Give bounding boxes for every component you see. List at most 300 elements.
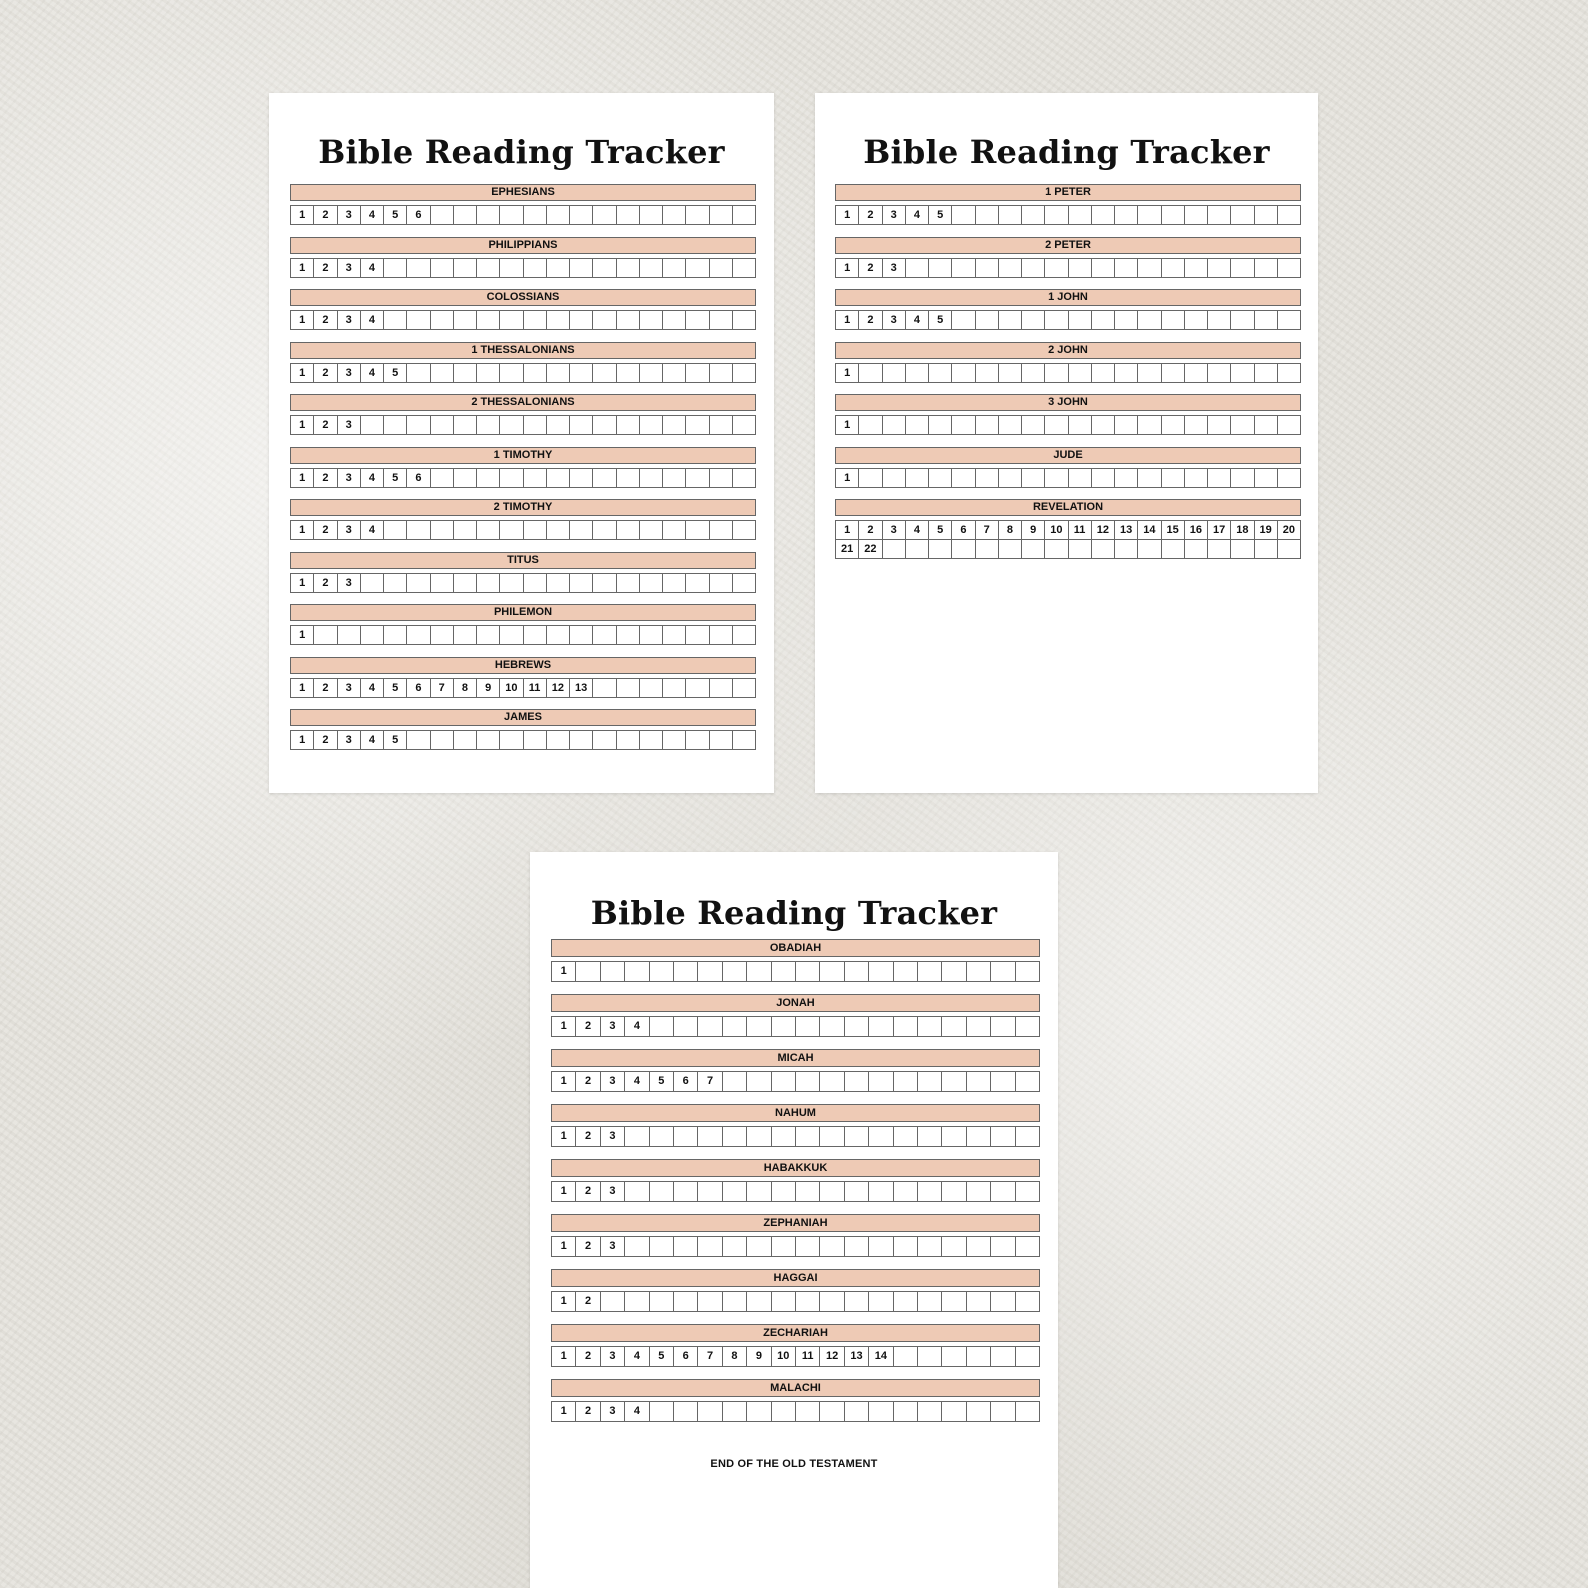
chapter-checkbox[interactable]: [547, 416, 570, 435]
chapter-checkbox[interactable]: 9: [747, 1347, 771, 1367]
chapter-checkbox[interactable]: [723, 1072, 747, 1092]
chapter-checkbox[interactable]: [710, 731, 733, 750]
chapter-checkbox[interactable]: 12: [1092, 521, 1115, 540]
chapter-checkbox[interactable]: [918, 1182, 942, 1202]
chapter-checkbox[interactable]: [407, 626, 430, 645]
chapter-checkbox[interactable]: [1208, 364, 1231, 383]
chapter-checkbox[interactable]: [1231, 259, 1254, 278]
chapter-checkbox[interactable]: [674, 962, 698, 982]
chapter-checkbox[interactable]: 8: [723, 1347, 747, 1367]
chapter-checkbox[interactable]: [772, 1072, 796, 1092]
chapter-checkbox[interactable]: [1278, 469, 1301, 488]
chapter-checkbox[interactable]: [733, 416, 756, 435]
chapter-checkbox[interactable]: [674, 1402, 698, 1422]
chapter-checkbox[interactable]: [686, 626, 709, 645]
chapter-checkbox[interactable]: 4: [906, 206, 929, 225]
chapter-checkbox[interactable]: [1138, 469, 1161, 488]
chapter-checkbox[interactable]: [1138, 540, 1161, 559]
chapter-checkbox[interactable]: 1: [552, 1292, 576, 1312]
chapter-checkbox[interactable]: [845, 1292, 869, 1312]
chapter-checkbox[interactable]: 4: [361, 469, 384, 488]
chapter-checkbox[interactable]: [1069, 206, 1092, 225]
chapter-checkbox[interactable]: [859, 416, 882, 435]
chapter-checkbox[interactable]: [796, 1127, 820, 1147]
chapter-checkbox[interactable]: [384, 626, 407, 645]
chapter-checkbox[interactable]: [384, 416, 407, 435]
chapter-checkbox[interactable]: 17: [1208, 521, 1231, 540]
chapter-checkbox[interactable]: [929, 364, 952, 383]
chapter-checkbox[interactable]: [547, 259, 570, 278]
chapter-checkbox[interactable]: [772, 1292, 796, 1312]
chapter-checkbox[interactable]: [1278, 206, 1301, 225]
chapter-checkbox[interactable]: [674, 1182, 698, 1202]
chapter-checkbox[interactable]: [1208, 311, 1231, 330]
chapter-checkbox[interactable]: [929, 416, 952, 435]
chapter-checkbox[interactable]: 3: [338, 259, 361, 278]
chapter-checkbox[interactable]: [617, 416, 640, 435]
chapter-checkbox[interactable]: [477, 416, 500, 435]
chapter-checkbox[interactable]: [663, 206, 686, 225]
chapter-checkbox[interactable]: [431, 521, 454, 540]
chapter-checkbox[interactable]: [1115, 469, 1138, 488]
chapter-checkbox[interactable]: [894, 1127, 918, 1147]
chapter-checkbox[interactable]: [663, 679, 686, 698]
chapter-checkbox[interactable]: [952, 259, 975, 278]
chapter-checkbox[interactable]: [710, 416, 733, 435]
chapter-checkbox[interactable]: [1045, 259, 1068, 278]
chapter-checkbox[interactable]: [1016, 1292, 1040, 1312]
chapter-checkbox[interactable]: [967, 1017, 991, 1037]
chapter-checkbox[interactable]: [1069, 416, 1092, 435]
chapter-checkbox[interactable]: [663, 259, 686, 278]
chapter-checkbox[interactable]: [570, 311, 593, 330]
chapter-checkbox[interactable]: [547, 311, 570, 330]
chapter-checkbox[interactable]: [650, 1237, 674, 1257]
chapter-checkbox[interactable]: [686, 679, 709, 698]
chapter-checkbox[interactable]: [929, 469, 952, 488]
chapter-checkbox[interactable]: [772, 1127, 796, 1147]
chapter-checkbox[interactable]: [477, 364, 500, 383]
chapter-checkbox[interactable]: 1: [552, 1237, 576, 1257]
chapter-checkbox[interactable]: [942, 1402, 966, 1422]
chapter-checkbox[interactable]: 2: [314, 521, 337, 540]
chapter-checkbox[interactable]: [1231, 206, 1254, 225]
chapter-checkbox[interactable]: [942, 1237, 966, 1257]
chapter-checkbox[interactable]: [999, 540, 1022, 559]
chapter-checkbox[interactable]: [1045, 469, 1068, 488]
chapter-checkbox[interactable]: 22: [859, 540, 882, 559]
chapter-checkbox[interactable]: 2: [576, 1237, 600, 1257]
chapter-checkbox[interactable]: 2: [859, 206, 882, 225]
chapter-checkbox[interactable]: [547, 731, 570, 750]
chapter-checkbox[interactable]: 4: [361, 259, 384, 278]
chapter-checkbox[interactable]: 1: [836, 259, 859, 278]
chapter-checkbox[interactable]: [640, 469, 663, 488]
chapter-checkbox[interactable]: [845, 1237, 869, 1257]
chapter-checkbox[interactable]: [454, 259, 477, 278]
chapter-checkbox[interactable]: 4: [625, 1402, 649, 1422]
chapter-checkbox[interactable]: 1: [291, 731, 314, 750]
chapter-checkbox[interactable]: [640, 364, 663, 383]
chapter-checkbox[interactable]: 20: [1278, 521, 1301, 540]
chapter-checkbox[interactable]: [593, 574, 616, 593]
chapter-checkbox[interactable]: [1138, 311, 1161, 330]
chapter-checkbox[interactable]: [1185, 469, 1208, 488]
chapter-checkbox[interactable]: 5: [929, 521, 952, 540]
chapter-checkbox[interactable]: [454, 521, 477, 540]
chapter-checkbox[interactable]: [1016, 1182, 1040, 1202]
chapter-checkbox[interactable]: [820, 1237, 844, 1257]
chapter-checkbox[interactable]: [500, 311, 523, 330]
chapter-checkbox[interactable]: [547, 574, 570, 593]
chapter-checkbox[interactable]: [570, 731, 593, 750]
chapter-checkbox[interactable]: [710, 259, 733, 278]
chapter-checkbox[interactable]: [991, 1017, 1015, 1037]
chapter-checkbox[interactable]: [1162, 259, 1185, 278]
chapter-checkbox[interactable]: 1: [291, 206, 314, 225]
chapter-checkbox[interactable]: [1092, 469, 1115, 488]
chapter-checkbox[interactable]: [650, 1292, 674, 1312]
chapter-checkbox[interactable]: [593, 259, 616, 278]
chapter-checkbox[interactable]: [906, 364, 929, 383]
chapter-checkbox[interactable]: [576, 962, 600, 982]
chapter-checkbox[interactable]: [500, 206, 523, 225]
chapter-checkbox[interactable]: 6: [952, 521, 975, 540]
chapter-checkbox[interactable]: [820, 962, 844, 982]
chapter-checkbox[interactable]: [1278, 259, 1301, 278]
chapter-checkbox[interactable]: [524, 574, 547, 593]
chapter-checkbox[interactable]: [906, 259, 929, 278]
chapter-checkbox[interactable]: [918, 1017, 942, 1037]
chapter-checkbox[interactable]: 4: [361, 364, 384, 383]
chapter-checkbox[interactable]: 2: [576, 1072, 600, 1092]
chapter-checkbox[interactable]: [431, 469, 454, 488]
chapter-checkbox[interactable]: 3: [601, 1237, 625, 1257]
chapter-checkbox[interactable]: [547, 206, 570, 225]
chapter-checkbox[interactable]: [1092, 311, 1115, 330]
chapter-checkbox[interactable]: 1: [291, 364, 314, 383]
chapter-checkbox[interactable]: [650, 1182, 674, 1202]
chapter-checkbox[interactable]: [500, 416, 523, 435]
chapter-checkbox[interactable]: [698, 962, 722, 982]
chapter-checkbox[interactable]: 3: [338, 469, 361, 488]
chapter-checkbox[interactable]: [820, 1017, 844, 1037]
chapter-checkbox[interactable]: 2: [576, 1127, 600, 1147]
chapter-checkbox[interactable]: [918, 1072, 942, 1092]
chapter-checkbox[interactable]: [1022, 311, 1045, 330]
chapter-checkbox[interactable]: [500, 731, 523, 750]
chapter-checkbox[interactable]: [407, 574, 430, 593]
chapter-checkbox[interactable]: 6: [407, 206, 430, 225]
chapter-checkbox[interactable]: [733, 731, 756, 750]
chapter-checkbox[interactable]: [431, 731, 454, 750]
chapter-checkbox[interactable]: [1138, 206, 1161, 225]
chapter-checkbox[interactable]: [820, 1402, 844, 1422]
chapter-checkbox[interactable]: [547, 364, 570, 383]
chapter-checkbox[interactable]: [723, 1292, 747, 1312]
chapter-checkbox[interactable]: [524, 731, 547, 750]
chapter-checkbox[interactable]: 1: [552, 1182, 576, 1202]
chapter-checkbox[interactable]: [1022, 206, 1045, 225]
chapter-checkbox[interactable]: [1208, 540, 1231, 559]
chapter-checkbox[interactable]: [859, 364, 882, 383]
chapter-checkbox[interactable]: 4: [361, 311, 384, 330]
chapter-checkbox[interactable]: 1: [836, 364, 859, 383]
chapter-checkbox[interactable]: [942, 1072, 966, 1092]
chapter-checkbox[interactable]: [593, 731, 616, 750]
chapter-checkbox[interactable]: [524, 469, 547, 488]
chapter-checkbox[interactable]: [1069, 469, 1092, 488]
chapter-checkbox[interactable]: 2: [576, 1292, 600, 1312]
chapter-checkbox[interactable]: [1016, 1347, 1040, 1367]
chapter-checkbox[interactable]: [1069, 259, 1092, 278]
chapter-checkbox[interactable]: [617, 574, 640, 593]
chapter-checkbox[interactable]: [999, 259, 1022, 278]
chapter-checkbox[interactable]: [617, 469, 640, 488]
chapter-checkbox[interactable]: [698, 1182, 722, 1202]
chapter-checkbox[interactable]: [733, 311, 756, 330]
chapter-checkbox[interactable]: [906, 416, 929, 435]
chapter-checkbox[interactable]: [1045, 416, 1068, 435]
chapter-checkbox[interactable]: [1185, 311, 1208, 330]
chapter-checkbox[interactable]: [686, 259, 709, 278]
chapter-checkbox[interactable]: [477, 311, 500, 330]
chapter-checkbox[interactable]: 3: [883, 259, 906, 278]
chapter-checkbox[interactable]: [991, 1292, 1015, 1312]
chapter-checkbox[interactable]: [454, 416, 477, 435]
chapter-checkbox[interactable]: 3: [601, 1127, 625, 1147]
chapter-checkbox[interactable]: [1022, 540, 1045, 559]
chapter-checkbox[interactable]: 5: [650, 1347, 674, 1367]
chapter-checkbox[interactable]: 13: [1115, 521, 1138, 540]
chapter-checkbox[interactable]: [431, 259, 454, 278]
chapter-checkbox[interactable]: 4: [361, 679, 384, 698]
chapter-checkbox[interactable]: [967, 1237, 991, 1257]
chapter-checkbox[interactable]: [942, 1182, 966, 1202]
chapter-checkbox[interactable]: 10: [1045, 521, 1068, 540]
chapter-checkbox[interactable]: [1255, 364, 1278, 383]
chapter-checkbox[interactable]: [431, 416, 454, 435]
chapter-checkbox[interactable]: [1069, 540, 1092, 559]
chapter-checkbox[interactable]: [1016, 1017, 1040, 1037]
chapter-checkbox[interactable]: [952, 311, 975, 330]
chapter-checkbox[interactable]: 4: [625, 1017, 649, 1037]
chapter-checkbox[interactable]: [710, 206, 733, 225]
chapter-checkbox[interactable]: [686, 731, 709, 750]
chapter-checkbox[interactable]: 5: [650, 1072, 674, 1092]
chapter-checkbox[interactable]: [723, 1182, 747, 1202]
chapter-checkbox[interactable]: [663, 731, 686, 750]
chapter-checkbox[interactable]: 3: [883, 311, 906, 330]
chapter-checkbox[interactable]: [650, 1127, 674, 1147]
chapter-checkbox[interactable]: [733, 364, 756, 383]
chapter-checkbox[interactable]: [733, 626, 756, 645]
chapter-checkbox[interactable]: [686, 364, 709, 383]
chapter-checkbox[interactable]: [733, 206, 756, 225]
chapter-checkbox[interactable]: [570, 206, 593, 225]
chapter-checkbox[interactable]: 3: [338, 679, 361, 698]
chapter-checkbox[interactable]: [570, 521, 593, 540]
chapter-checkbox[interactable]: 14: [1138, 521, 1161, 540]
chapter-checkbox[interactable]: [952, 469, 975, 488]
chapter-checkbox[interactable]: [918, 962, 942, 982]
chapter-checkbox[interactable]: [454, 574, 477, 593]
chapter-checkbox[interactable]: 2: [576, 1402, 600, 1422]
chapter-checkbox[interactable]: [1092, 416, 1115, 435]
chapter-checkbox[interactable]: [1092, 259, 1115, 278]
chapter-checkbox[interactable]: [361, 574, 384, 593]
chapter-checkbox[interactable]: [1115, 364, 1138, 383]
chapter-checkbox[interactable]: [991, 962, 1015, 982]
chapter-checkbox[interactable]: [500, 521, 523, 540]
chapter-checkbox[interactable]: [1162, 364, 1185, 383]
chapter-checkbox[interactable]: [976, 311, 999, 330]
chapter-checkbox[interactable]: [1162, 540, 1185, 559]
chapter-checkbox[interactable]: [640, 626, 663, 645]
chapter-checkbox[interactable]: 14: [869, 1347, 893, 1367]
chapter-checkbox[interactable]: [991, 1182, 1015, 1202]
chapter-checkbox[interactable]: [710, 364, 733, 383]
chapter-checkbox[interactable]: 1: [552, 1347, 576, 1367]
chapter-checkbox[interactable]: [674, 1017, 698, 1037]
chapter-checkbox[interactable]: [686, 521, 709, 540]
chapter-checkbox[interactable]: [547, 626, 570, 645]
chapter-checkbox[interactable]: 2: [859, 259, 882, 278]
chapter-checkbox[interactable]: [547, 521, 570, 540]
chapter-checkbox[interactable]: [625, 1127, 649, 1147]
chapter-checkbox[interactable]: [593, 364, 616, 383]
chapter-checkbox[interactable]: 4: [625, 1347, 649, 1367]
chapter-checkbox[interactable]: [733, 521, 756, 540]
chapter-checkbox[interactable]: [820, 1182, 844, 1202]
chapter-checkbox[interactable]: 3: [338, 416, 361, 435]
chapter-checkbox[interactable]: [1231, 416, 1254, 435]
chapter-checkbox[interactable]: [967, 1402, 991, 1422]
chapter-checkbox[interactable]: [663, 469, 686, 488]
chapter-checkbox[interactable]: [942, 1127, 966, 1147]
chapter-checkbox[interactable]: 1: [836, 469, 859, 488]
chapter-checkbox[interactable]: [477, 469, 500, 488]
chapter-checkbox[interactable]: [1231, 540, 1254, 559]
chapter-checkbox[interactable]: [942, 1017, 966, 1037]
chapter-checkbox[interactable]: [918, 1402, 942, 1422]
chapter-checkbox[interactable]: [967, 1127, 991, 1147]
chapter-checkbox[interactable]: [698, 1402, 722, 1422]
chapter-checkbox[interactable]: [1016, 962, 1040, 982]
chapter-checkbox[interactable]: 9: [1022, 521, 1045, 540]
chapter-checkbox[interactable]: [1045, 311, 1068, 330]
chapter-checkbox[interactable]: [500, 259, 523, 278]
chapter-checkbox[interactable]: 1: [291, 626, 314, 645]
chapter-checkbox[interactable]: [570, 364, 593, 383]
chapter-checkbox[interactable]: [524, 364, 547, 383]
chapter-checkbox[interactable]: [772, 962, 796, 982]
chapter-checkbox[interactable]: [999, 206, 1022, 225]
chapter-checkbox[interactable]: [640, 416, 663, 435]
chapter-checkbox[interactable]: 15: [1162, 521, 1185, 540]
chapter-checkbox[interactable]: [733, 679, 756, 698]
chapter-checkbox[interactable]: 1: [552, 1017, 576, 1037]
chapter-checkbox[interactable]: [952, 416, 975, 435]
chapter-checkbox[interactable]: 1: [836, 416, 859, 435]
chapter-checkbox[interactable]: [524, 626, 547, 645]
chapter-checkbox[interactable]: 2: [314, 259, 337, 278]
chapter-checkbox[interactable]: [869, 1127, 893, 1147]
chapter-checkbox[interactable]: [967, 1182, 991, 1202]
chapter-checkbox[interactable]: [1162, 469, 1185, 488]
chapter-checkbox[interactable]: [1045, 540, 1068, 559]
chapter-checkbox[interactable]: [991, 1237, 1015, 1257]
chapter-checkbox[interactable]: [952, 364, 975, 383]
chapter-checkbox[interactable]: [524, 521, 547, 540]
chapter-checkbox[interactable]: [747, 1182, 771, 1202]
chapter-checkbox[interactable]: [477, 206, 500, 225]
chapter-checkbox[interactable]: [1092, 364, 1115, 383]
chapter-checkbox[interactable]: [407, 311, 430, 330]
chapter-checkbox[interactable]: [431, 311, 454, 330]
chapter-checkbox[interactable]: [570, 259, 593, 278]
chapter-checkbox[interactable]: [906, 469, 929, 488]
chapter-checkbox[interactable]: [733, 574, 756, 593]
chapter-checkbox[interactable]: 1: [552, 962, 576, 982]
chapter-checkbox[interactable]: [384, 521, 407, 540]
chapter-checkbox[interactable]: [384, 574, 407, 593]
chapter-checkbox[interactable]: [952, 540, 975, 559]
chapter-checkbox[interactable]: 19: [1255, 521, 1278, 540]
chapter-checkbox[interactable]: [640, 311, 663, 330]
chapter-checkbox[interactable]: 2: [576, 1017, 600, 1037]
chapter-checkbox[interactable]: [883, 364, 906, 383]
chapter-checkbox[interactable]: [894, 1072, 918, 1092]
chapter-checkbox[interactable]: 6: [407, 469, 430, 488]
chapter-checkbox[interactable]: 18: [1231, 521, 1254, 540]
chapter-checkbox[interactable]: 8: [454, 679, 477, 698]
chapter-checkbox[interactable]: [698, 1292, 722, 1312]
chapter-checkbox[interactable]: 2: [314, 469, 337, 488]
chapter-checkbox[interactable]: 5: [384, 364, 407, 383]
chapter-checkbox[interactable]: [929, 259, 952, 278]
chapter-checkbox[interactable]: [883, 469, 906, 488]
chapter-checkbox[interactable]: [407, 521, 430, 540]
chapter-checkbox[interactable]: [524, 259, 547, 278]
chapter-checkbox[interactable]: 1: [291, 311, 314, 330]
chapter-checkbox[interactable]: [772, 1237, 796, 1257]
chapter-checkbox[interactable]: [1016, 1127, 1040, 1147]
chapter-checkbox[interactable]: [1278, 311, 1301, 330]
chapter-checkbox[interactable]: [1016, 1402, 1040, 1422]
chapter-checkbox[interactable]: [796, 1402, 820, 1422]
chapter-checkbox[interactable]: 9: [477, 679, 500, 698]
chapter-checkbox[interactable]: [999, 416, 1022, 435]
chapter-checkbox[interactable]: [942, 1347, 966, 1367]
chapter-checkbox[interactable]: [820, 1127, 844, 1147]
chapter-checkbox[interactable]: [747, 1127, 771, 1147]
chapter-checkbox[interactable]: [407, 259, 430, 278]
chapter-checkbox[interactable]: [906, 540, 929, 559]
chapter-checkbox[interactable]: [1138, 416, 1161, 435]
chapter-checkbox[interactable]: [772, 1182, 796, 1202]
chapter-checkbox[interactable]: [570, 416, 593, 435]
chapter-checkbox[interactable]: [407, 416, 430, 435]
chapter-checkbox[interactable]: [991, 1347, 1015, 1367]
chapter-checkbox[interactable]: [674, 1237, 698, 1257]
chapter-checkbox[interactable]: 1: [291, 416, 314, 435]
chapter-checkbox[interactable]: 2: [314, 206, 337, 225]
chapter-checkbox[interactable]: 21: [836, 540, 859, 559]
chapter-checkbox[interactable]: [723, 962, 747, 982]
chapter-checkbox[interactable]: [869, 1017, 893, 1037]
chapter-checkbox[interactable]: [1255, 540, 1278, 559]
